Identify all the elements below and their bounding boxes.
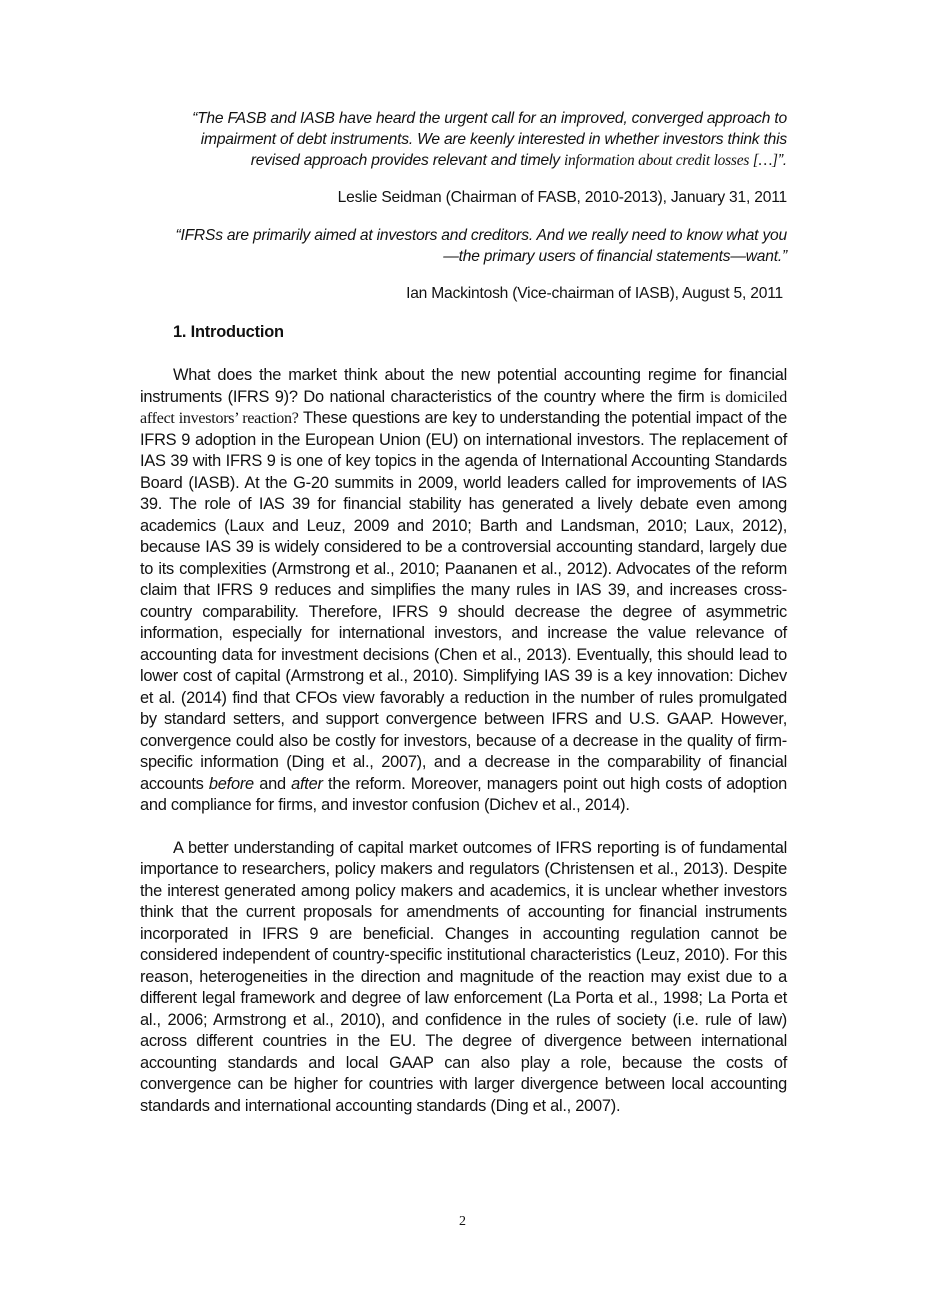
epigraph-attribution-mackintosh: Ian Mackintosh (Vice-chairman of IASB), August 5, 2011: [406, 285, 783, 302]
epigraph-quote-seidman: [170, 108, 787, 171]
paragraph-1-part-3: the reform. Moreover, managers point out high costs of adoption and compliance for firms, and investor confusion (Dichev et al., 2014).: [140, 774, 787, 814]
emphasis-after: after: [291, 774, 323, 793]
quote-text: The FASB and IASB have heard the urgent call for an improved, converged approach to impairment of debt instruments. We are keenly interested in whether investors think this revised approach provides relevant and timely: [197, 110, 787, 169]
paragraph-1-and: and: [253, 774, 292, 793]
page-body: [140, 108, 787, 1117]
page-number: 2: [459, 1214, 466, 1229]
body-paragraph-2: A better understanding of capital market outcomes of IFRS reporting is of fundamental importance to researchers, policy makers and regulators (Christensen et al., 2013). Despite the interest generated among policy makers and academics, it is unclear whether investors think that the current proposals for amendments of accounting for financial instruments incorporated in IFRS 9 are beneficial. Changes in accounting regulation cannot be considered independent of country-specific institutional characteristics (Leuz, 2010). For this reason, heterogeneities in the direction and magnitude of the reaction may exist due to a different legal framework and degree of law enforcement (La Porta et al., 1998; La Porta et al., 2006; Armstrong et al., 2010), and confidence in the rules of society (i.e. rule of law) across different countries in the EU. The degree of divergence between international accounting standards and local GAAP can also play a role, because the costs of convergence can be higher for countries with larger divergence between local accounting standards and international accounting standards (Ding et al., 2007).: [140, 838, 787, 1115]
paragraph-1-part-1: What does the market think about the new potential accounting regime for financial instruments (IFRS 9)? Do national characteristics of the country where the firm: [140, 366, 787, 406]
quote-text-serif: information about credit losses […]: [563, 152, 778, 169]
paragraph-1-serif-part: is domiciled affect investors’ reaction?: [140, 388, 787, 427]
quote-close-mark: ”.: [777, 152, 787, 169]
section-heading: 1. Introduction: [173, 323, 284, 341]
emphasis-before: before: [208, 774, 254, 793]
quote-open-mark: “: [192, 110, 198, 127]
epigraph-quote-mackintosh: “IFRSs are primarily aimed at investors and creditors. And we really need to know what you—the primary users of financial statements—want.”: [175, 227, 787, 265]
epigraph-attribution-seidman: Leslie Seidman (Chairman of FASB, 2010-2013), January 31, 2011: [337, 189, 787, 206]
paragraph-1-part-2: These questions are key to understanding the potential impact of the IFRS 9 adoption in the European Union (EU) on international investors. The replacement of IAS 39 with IFRS 9 is one of key topics in the agenda of International Accounting Standards Board (IASB). At the G-20 summits in 2009, world leaders called for improvements of IAS 39. The role of IAS 39 for financial stability has generated a lively debate even among academics (Laux and Leuz, 2009 and 2010; Barth and Landsman, 2010; Laux, 2012), because IAS 39 is widely considered to be a controversial accounting standard, largely due to its complexities (Armstrong et al., 2010; Paananen et al., 2012). Advocates of the reform claim that IFRS 9 reduces and simplifies the many rules in IAS 39, and increases cross-country comparability. Therefore, IFRS 9 should decrease the degree of asymmetric information, especially for international investors, and increase the value relevance of accounting data for investment decisions (Chen et al., 2013). Eventually, this should lead to lower cost of capital (Armstrong et al., 2010). Simplifying IAS 39 is a key innovation: Dichev et al. (2014) find that CFOs view favorably a reduction in the number of rules promulgated by standard setters, and support convergence between IFRS and U.S. GAAP. However, convergence could also be costly for investors, because of a decrease in the quality of firm-specific information (Ding et al., 2007), and a decrease in the comparability of financial accounts: [140, 409, 788, 793]
body-paragraph-1: [140, 365, 787, 817]
